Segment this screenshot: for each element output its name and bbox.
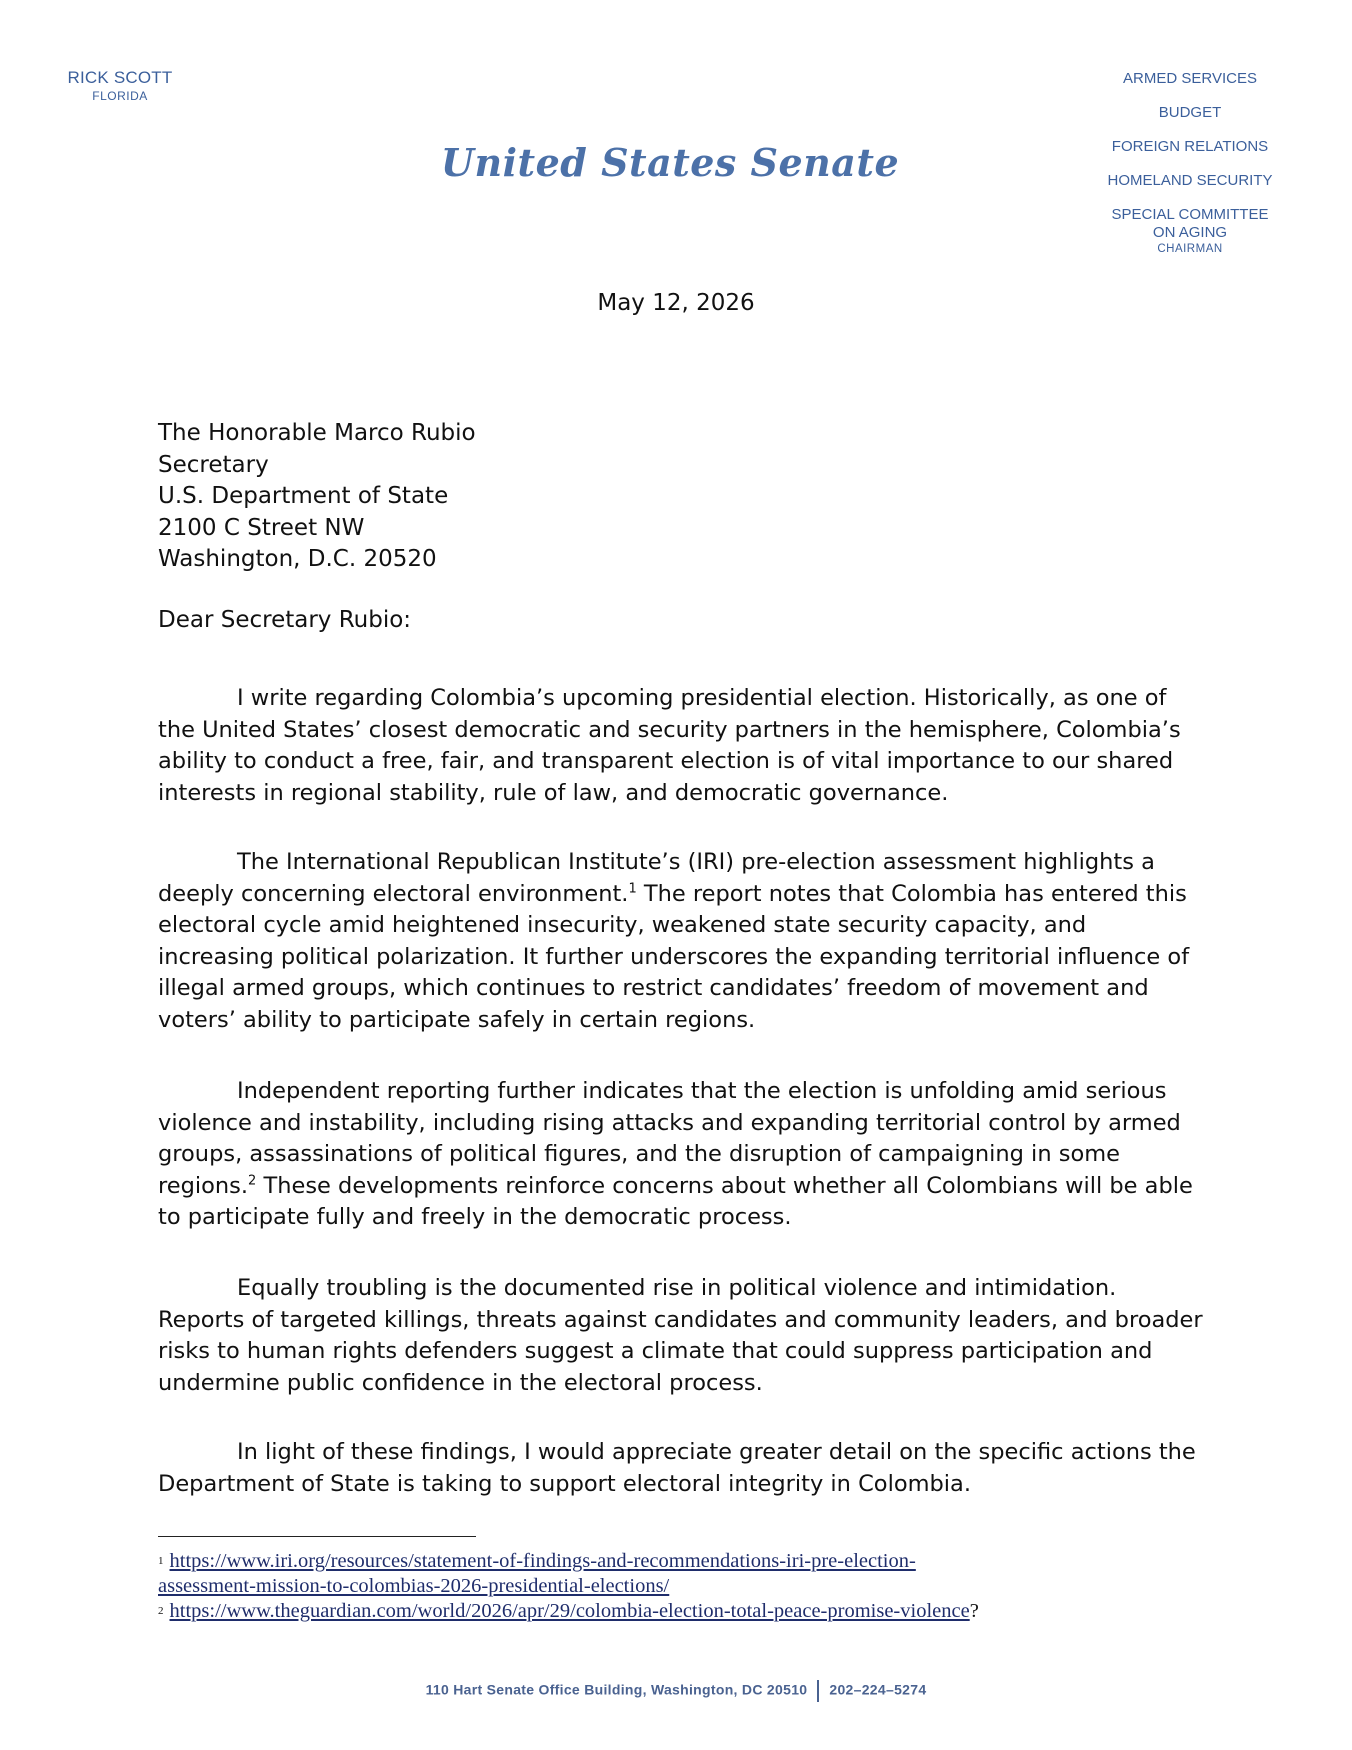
address-line: 2100 C Street NW	[158, 514, 365, 541]
senator-block	[40, 68, 200, 103]
body-paragraph-2	[158, 847, 1208, 1036]
senator-name: RICK SCOTT	[67, 68, 173, 87]
footnote-link-1[interactable]: https://www.iri.org/resources/statement-of-findings-and-recommendations-iri-pre-election-	[169, 1550, 916, 1572]
paragraph-text: The International Republican Institute’s (IRI) pre-election assessment highlights a deeply concerning electoral environment.	[158, 849, 1155, 907]
footnote-reference-1[interactable]: 1	[628, 881, 637, 896]
body-paragraph-1: I write regarding Colombia’s upcoming presidential election. Historically, as one of the United States’ closest democratic and security partners in the hemisphere, Colombia’s ability to conduct a free, fair, and transparent election is of vital importance to our shared interests in regional stability, rule of law, and democratic governance.	[158, 685, 1181, 806]
footnote-mark: 2	[158, 1605, 164, 1617]
footnote-link-2[interactable]: https://www.theguardian.com/world/2026/apr/29/colombia-election-total-peace-promise-violence	[169, 1600, 970, 1622]
footnote-suffix: ?	[969, 1600, 979, 1622]
footnote-2	[158, 1599, 1258, 1624]
footer-phone: 202–224–5274	[829, 1681, 927, 1698]
committee-budget: BUDGET	[1158, 104, 1222, 121]
committee-aging-line2: ON AGING	[1152, 224, 1228, 241]
committee-list	[1080, 70, 1300, 255]
address-line: Washington, D.C. 20520	[158, 546, 437, 572]
footer-divider	[817, 1680, 819, 1702]
footer	[0, 1680, 1352, 1702]
footnote-reference-2[interactable]: 2	[248, 1173, 257, 1188]
letter-date: May 12, 2026	[597, 290, 755, 316]
footer-address: 110 Hart Senate Office Building, Washington, DC 20510	[425, 1681, 808, 1698]
salutation: Dear Secretary Rubio:	[158, 607, 412, 633]
address-line: Secretary	[158, 451, 269, 478]
recipient-address	[158, 418, 476, 576]
committee-aging-line1: SPECIAL COMMITTEE	[1111, 206, 1269, 223]
address-line: U.S. Department of State	[158, 483, 449, 509]
footnote-1-continued	[158, 1574, 1258, 1599]
senator-state: FLORIDA	[92, 89, 148, 103]
footnote-divider	[158, 1536, 476, 1537]
letterhead-title: United States Senate	[440, 140, 900, 185]
address-line: The Honorable Marco Rubio	[158, 420, 476, 446]
footnote-link-1-continued[interactable]: assessment-mission-to-colombias-2026-presidential-elections/	[158, 1575, 670, 1597]
footnotes	[158, 1549, 1258, 1624]
body-paragraph-4: Equally troubling is the documented rise in political violence and intimidation. Reports of targeted killings, threats against candidates and community leaders, and broader risks to human rights defenders suggest a climate that could suppress participation and undermine public confidence in the electoral process.	[158, 1275, 1203, 1396]
committee-foreign-relations: FOREIGN RELATIONS	[1111, 138, 1269, 155]
footnote-1	[158, 1549, 1258, 1574]
body-paragraph-3	[158, 1076, 1208, 1234]
committee-aging-role: CHAIRMAN	[1157, 243, 1223, 255]
paragraph-text: The report notes that Colombia has entered this electoral cycle amid heightened insecurity, weakened state security capacity, and increasing political polarization. It further underscores the expanding territorial influence of illegal armed groups, which continues to restrict candidates’ freedom of movement and voters’ ability to participate safely in certain regions.	[158, 880, 1190, 1033]
committee-armed-services: ARMED SERVICES	[1123, 70, 1257, 87]
footnote-mark: 1	[158, 1555, 164, 1567]
paragraph-text: Independent reporting further indicates that the election is unfolding amid serious violence and instability, including rising attacks and expanding territorial control by armed groups, assassinations of political figures, and the disruption of campaigning in some regions.	[158, 1078, 1181, 1199]
committee-homeland-security: HOMELAND SECURITY	[1107, 172, 1273, 189]
paragraph-text: These developments reinforce concerns about whether all Colombians will be able to participate fully and freely in the democratic process.	[158, 1172, 1193, 1230]
body-paragraph-5: In light of these findings, I would appreciate greater detail on the specific actions the Department of State is taking to support electoral integrity in Colombia.	[158, 1439, 1196, 1497]
